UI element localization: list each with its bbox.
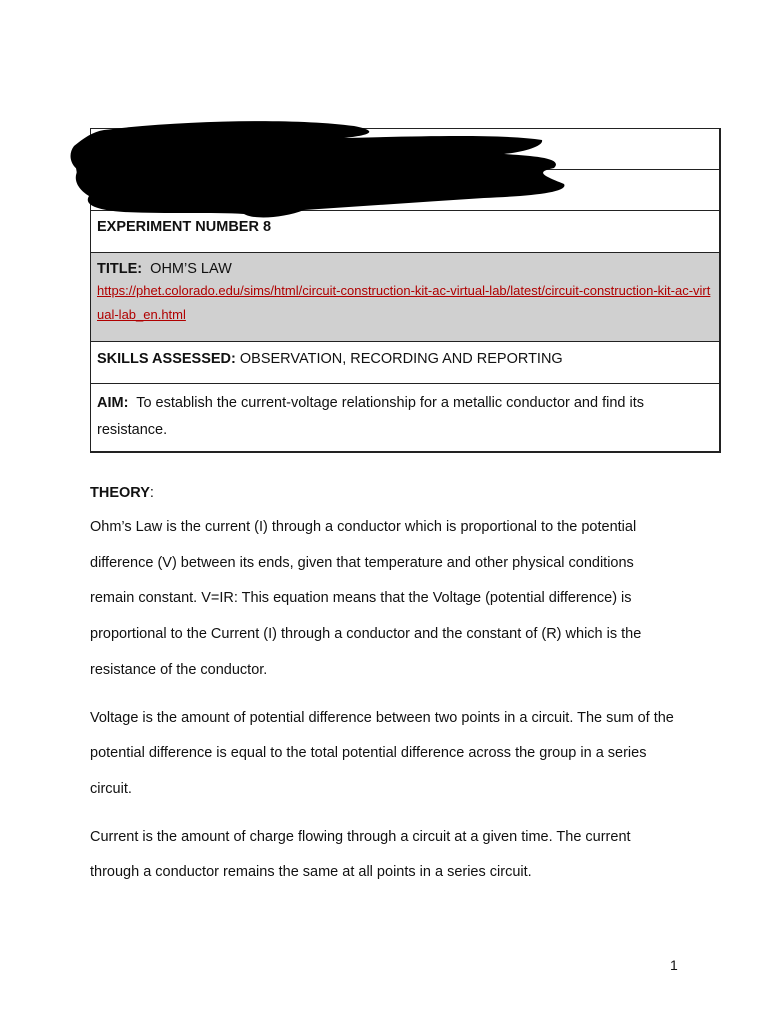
theory-section — [90, 482, 680, 903]
page-number: 1 — [670, 957, 678, 973]
redaction-scribble — [64, 118, 574, 228]
aim-label: AIM: — [97, 395, 129, 411]
skills-label: SKILLS ASSESSED: — [97, 351, 236, 367]
phet-simulation-link[interactable]: https://phet.colorado.edu/sims/html/circuit-construction-kit-ac-virtual-lab/latest/circuit-construction-kit-ac-virtual-lab_en.html — [97, 283, 711, 322]
theory-paragraph-current: Current is the amount of charge flowing through a circuit at a given time. The current through a conductor remains the same at all points in a series circuit. — [90, 828, 631, 881]
title-value: OHM’S LAW — [150, 261, 232, 277]
skills-value: OBSERVATION, RECORDING AND REPORTING — [239, 351, 563, 367]
theory-heading-text: THEORY — [90, 485, 150, 501]
experiment-number: EXPERIMENT NUMBER 8 — [97, 219, 272, 235]
theory-heading — [90, 482, 680, 504]
aim-value: To establish the current-voltage relationship for a metallic conductor and find its resistance. — [97, 395, 644, 438]
theory-paragraph-ohms-law: Ohm’s Law is the current (I) through a conductor which is proportional to the potential difference (V) between its ends, given that temperature and other physical conditions remain constant. V=IR: This equation means that the Voltage (potential difference) is proportional to the Current (I) through a conductor and the constant of (R) which is the resistance of the conductor. — [90, 519, 642, 678]
skills-row — [91, 342, 719, 384]
title-row — [91, 253, 719, 342]
title-label: TITLE: — [97, 261, 143, 277]
aim-row — [91, 384, 719, 452]
theory-heading-colon: : — [149, 485, 154, 501]
theory-paragraph-voltage: Voltage is the amount of potential difference between two points in a circuit. The sum of the potential difference is equal to the total potential difference across the group in a series circuit. — [90, 709, 674, 797]
